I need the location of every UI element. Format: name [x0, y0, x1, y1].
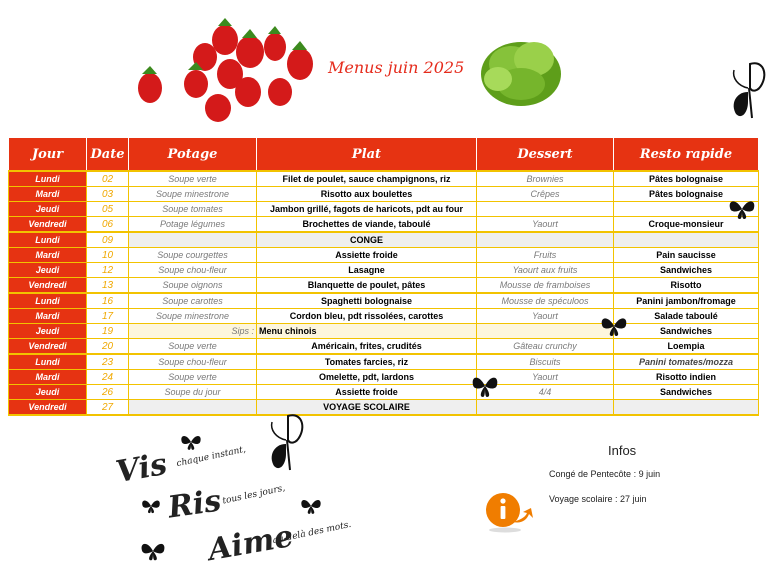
resto-cell: Pain saucisse	[614, 248, 759, 263]
plat-cell: CONGE	[257, 232, 477, 248]
table-row	[9, 171, 759, 187]
dessert-cell	[477, 324, 614, 339]
day-cell: Jeudi	[9, 324, 87, 339]
resto-cell: Salade taboulé	[614, 309, 759, 324]
date-cell: 09	[87, 232, 129, 248]
table-row	[9, 309, 759, 324]
date-cell: 24	[87, 370, 129, 385]
quote-word-vis: Vis	[113, 446, 170, 491]
day-cell: Lundi	[9, 232, 87, 248]
table-row	[9, 400, 759, 416]
dessert-cell: Mousse de framboises	[477, 278, 614, 294]
infos-title: Infos	[608, 443, 637, 458]
info-pentecote: Congé de Pentecôte : 9 juin	[549, 469, 661, 479]
day-cell: Vendredi	[9, 339, 87, 355]
dessert-cell	[477, 202, 614, 217]
soup-cell: Sips :	[129, 324, 257, 339]
header-plat: Plat	[257, 138, 477, 172]
butterfly-icon	[300, 497, 322, 515]
date-cell: 20	[87, 339, 129, 355]
butterfly-icon	[728, 198, 756, 220]
soup-cell	[129, 232, 257, 248]
table-row	[9, 232, 759, 248]
day-cell: Lundi	[9, 354, 87, 370]
plat-cell: VOYAGE SCOLAIRE	[257, 400, 477, 416]
lettuce-image	[476, 24, 566, 112]
header-dessert: Dessert	[477, 138, 614, 172]
day-cell: Mardi	[9, 370, 87, 385]
soup-cell: Soupe verte	[129, 339, 257, 355]
resto-cell	[614, 232, 759, 248]
dessert-cell: Yaourt	[477, 309, 614, 324]
quote-word-aime: Aime	[205, 518, 296, 569]
date-cell: 05	[87, 202, 129, 217]
quote-line-2: tous les jours,	[221, 483, 287, 507]
table-header-row	[9, 138, 759, 172]
butterfly-icon	[600, 315, 628, 337]
plat-cell: Filet de poulet, sauce champignons, riz	[257, 171, 477, 187]
day-cell: Jeudi	[9, 385, 87, 400]
plat-cell: Brochettes de viande, taboulé	[257, 217, 477, 233]
day-cell: Vendredi	[9, 400, 87, 416]
resto-cell: Sandwiches	[614, 263, 759, 278]
dessert-cell: 4/4	[477, 385, 614, 400]
quote-line-3: au-delà des mots.	[271, 519, 353, 547]
date-cell: 19	[87, 324, 129, 339]
resto-cell: Sandwiches	[614, 324, 759, 339]
menu-table	[8, 137, 759, 416]
butterfly-icon	[266, 410, 308, 474]
header-date: Date	[87, 138, 129, 172]
table-row	[9, 385, 759, 400]
soup-cell: Soupe du jour	[129, 385, 257, 400]
day-cell: Mardi	[9, 248, 87, 263]
plat-cell: Spaghetti bolognaise	[257, 293, 477, 309]
soup-cell: Soupe verte	[129, 171, 257, 187]
resto-cell: Risotto indien	[614, 370, 759, 385]
butterfly-icon	[471, 374, 499, 398]
strawberries-image	[130, 12, 325, 124]
date-cell: 13	[87, 278, 129, 294]
header-potage: Potage	[129, 138, 257, 172]
dessert-cell: Yaourt	[477, 217, 614, 233]
plat-cell: Cordon bleu, pdt rissolées, carottes	[257, 309, 477, 324]
plat-cell: Tomates farcies, riz	[257, 354, 477, 370]
dessert-cell	[477, 232, 614, 248]
table-row	[9, 217, 759, 233]
quote-line-1: chaque instant,	[175, 444, 247, 470]
soup-cell: Soupe courgettes	[129, 248, 257, 263]
date-cell: 06	[87, 217, 129, 233]
plat-cell: Américain, frites, crudités	[257, 339, 477, 355]
resto-cell: Pâtes bolognaise	[614, 171, 759, 187]
soup-cell: Soupe chou-fleur	[129, 354, 257, 370]
table-row	[9, 370, 759, 385]
dessert-cell: Yaourt	[477, 370, 614, 385]
butterfly-icon	[140, 540, 166, 562]
day-cell: Lundi	[9, 171, 87, 187]
resto-cell: Risotto	[614, 278, 759, 294]
date-cell: 16	[87, 293, 129, 309]
dessert-cell	[477, 400, 614, 416]
table-row	[9, 354, 759, 370]
soup-cell: Potage légumes	[129, 217, 257, 233]
plat-cell: Risotto aux boulettes	[257, 187, 477, 202]
resto-cell: Croque-monsieur	[614, 217, 759, 233]
info-voyage: Voyage scolaire : 27 juin	[549, 494, 647, 504]
soup-cell	[129, 400, 257, 416]
resto-cell: Pâtes bolognaise	[614, 187, 759, 202]
info-icon	[483, 490, 535, 534]
plat-cell: Assiette froide	[257, 248, 477, 263]
day-cell: Mardi	[9, 187, 87, 202]
table-row	[9, 324, 759, 339]
dessert-cell: Gâteau crunchy	[477, 339, 614, 355]
day-cell: Lundi	[9, 293, 87, 309]
table-row	[9, 339, 759, 355]
plat-cell: Omelette, pdt, lardons	[257, 370, 477, 385]
plat-cell: Menu chinois	[257, 324, 477, 339]
butterfly-icon	[728, 58, 770, 124]
day-cell: Vendredi	[9, 278, 87, 294]
resto-cell: Loempia	[614, 339, 759, 355]
butterfly-icon	[180, 433, 202, 451]
date-cell: 17	[87, 309, 129, 324]
header-jour: Jour	[9, 138, 87, 172]
day-cell: Jeudi	[9, 263, 87, 278]
soup-cell: Soupe verte	[129, 370, 257, 385]
soup-cell: Soupe oignons	[129, 278, 257, 294]
day-cell: Vendredi	[9, 217, 87, 233]
resto-cell: Panini tomates/mozza	[614, 354, 759, 370]
date-cell: 10	[87, 248, 129, 263]
day-cell: Mardi	[9, 309, 87, 324]
table-row	[9, 202, 759, 217]
soup-cell: Soupe minestrone	[129, 309, 257, 324]
soup-cell: Soupe tomates	[129, 202, 257, 217]
dessert-cell: Biscuits	[477, 354, 614, 370]
dessert-cell: Crêpes	[477, 187, 614, 202]
dessert-cell: Fruits	[477, 248, 614, 263]
resto-cell: Panini jambon/fromage	[614, 293, 759, 309]
day-cell: Jeudi	[9, 202, 87, 217]
dessert-cell: Brownies	[477, 171, 614, 187]
plat-cell: Lasagne	[257, 263, 477, 278]
dessert-cell: Yaourt aux fruits	[477, 263, 614, 278]
plat-cell: Jambon grillé, fagots de haricots, pdt au four	[257, 202, 477, 217]
resto-cell	[614, 400, 759, 416]
header-resto-rapide: Resto rapide	[614, 138, 759, 172]
date-cell: 12	[87, 263, 129, 278]
dessert-cell: Mousse de spéculoos	[477, 293, 614, 309]
date-cell: 27	[87, 400, 129, 416]
table-row	[9, 187, 759, 202]
resto-cell: Sandwiches	[614, 385, 759, 400]
table-row	[9, 278, 759, 294]
date-cell: 03	[87, 187, 129, 202]
table-row	[9, 293, 759, 309]
table-row	[9, 263, 759, 278]
quote-word-ris: Ris	[165, 483, 224, 526]
date-cell: 23	[87, 354, 129, 370]
date-cell: 26	[87, 385, 129, 400]
butterfly-icon	[141, 498, 161, 514]
soup-cell: Soupe carottes	[129, 293, 257, 309]
date-cell: 02	[87, 171, 129, 187]
table-row	[9, 248, 759, 263]
soup-cell: Soupe minestrone	[129, 187, 257, 202]
page-title: Menus juin 2025	[328, 58, 465, 77]
plat-cell: Blanquette de poulet, pâtes	[257, 278, 477, 294]
soup-cell: Soupe chou-fleur	[129, 263, 257, 278]
plat-cell: Assiette froide	[257, 385, 477, 400]
